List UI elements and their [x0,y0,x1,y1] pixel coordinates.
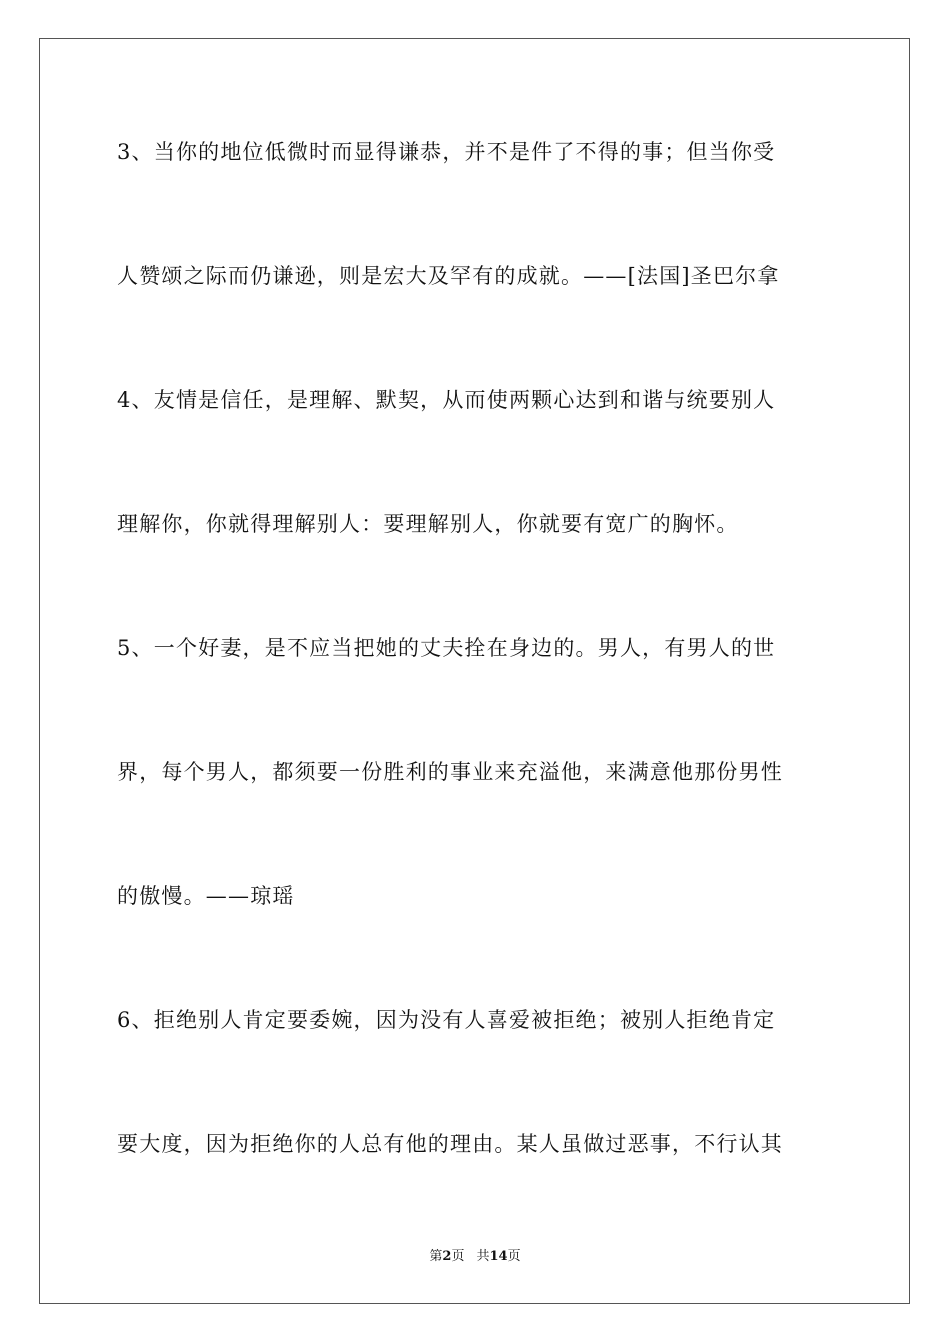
page-footer [0,1248,950,1266]
page-suffix: 页 [451,1249,465,1264]
text-line-2: 人赞颂之际而仍谦逊，则是宏大及罕有的成就。——[法国]圣巴尔拿 [117,264,780,288]
text-line-5: 5、一个好妻，是不应当把她的丈夫拴在身边的。男人，有男人的世 [117,636,776,660]
text-line-9: 要大度，因为拒绝你的人总有他的理由。某人虽做过恶事，不行认其 [117,1132,783,1156]
page-total-number: 14 [489,1249,508,1264]
text-line-8: 6、拒绝别人肯定要委婉，因为没有人喜爱被拒绝；被别人拒绝肯定 [117,1008,776,1032]
page-prefix: 第 [429,1249,443,1264]
total-prefix: 共 [476,1249,490,1264]
page-border [39,38,910,1304]
text-line-4: 理解你，你就得理解别人：要理解别人，你就要有宽广的胸怀。 [117,512,739,536]
text-line-3: 4、友情是信任，是理解、默契，从而使两颗心达到和谐与统要别人 [117,388,776,412]
text-line-6: 界，每个男人，都须要一份胜利的事业来充溢他，来满意他那份男性 [117,760,783,784]
total-suffix: 页 [507,1249,521,1264]
text-line-1: 3、当你的地位低微时而显得谦恭，并不是件了不得的事；但当你受 [117,140,776,164]
page-current-number: 2 [442,1249,452,1264]
text-line-7: 的傲慢。——琼瑶 [117,884,295,908]
